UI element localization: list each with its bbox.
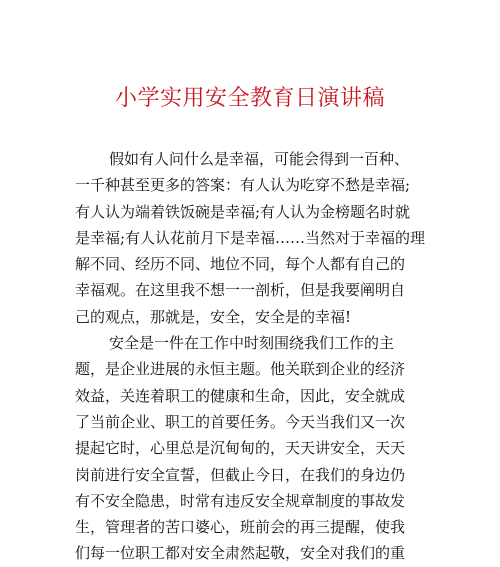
paragraph-line: 岗前进行安全宣誓，但截止今日，在我们的身边仍 [75, 465, 406, 484]
paragraph-line: 提起它时，心里总是沉甸甸的，天天讲安全，天天 [75, 439, 406, 458]
paragraph-line: 效益，关连着职工的健康和生命，因此，安全就成 [75, 386, 406, 405]
paragraph-line: 己的观点，那就是，安全，安全是的幸福! [75, 307, 352, 326]
paragraph-line: 解不同、经历不同、地位不同，每个人都有自己的 [75, 255, 406, 274]
paragraph-line: 题，是企业进展的永恒主题。他关联到企业的经济 [75, 360, 406, 379]
paragraph-line: 有人认为端着铁饭碗是幸福;有人认为金榜题名时就 [75, 202, 411, 221]
paragraph-line: 了当前企业、职工的首要任务。今天当我们又一次 [75, 412, 406, 431]
paragraph-line: 一千种甚至更多的答案：有人认为吃穿不愁是幸福; [75, 176, 411, 195]
paragraph-line: 幸福观。在这里我不想一一剖析，但是我要阐明自 [75, 281, 406, 300]
paragraph-line: 们每一位职工都对安全肃然起敬，安全对我们的重 [75, 544, 406, 563]
document-title: 小学实用安全教育日演讲稿 [114, 86, 385, 111]
paragraph-line: 有不安全隐患，时常有违反安全规章制度的事故发 [75, 491, 406, 510]
paragraph-line: 生，管理者的苦口婆心，班前会的再三提醒，使我 [75, 518, 406, 537]
paragraph-line: 是幸福;有人认花前月下是幸福……当然对于幸福的理 [75, 228, 426, 247]
paragraph-line: 假如有人问什么是幸福，可能会得到一百种、 [109, 150, 410, 168]
document-body [75, 146, 435, 567]
paragraph-line: 安全是一件在工作中时刻围绕我们工作的主 [109, 334, 395, 353]
